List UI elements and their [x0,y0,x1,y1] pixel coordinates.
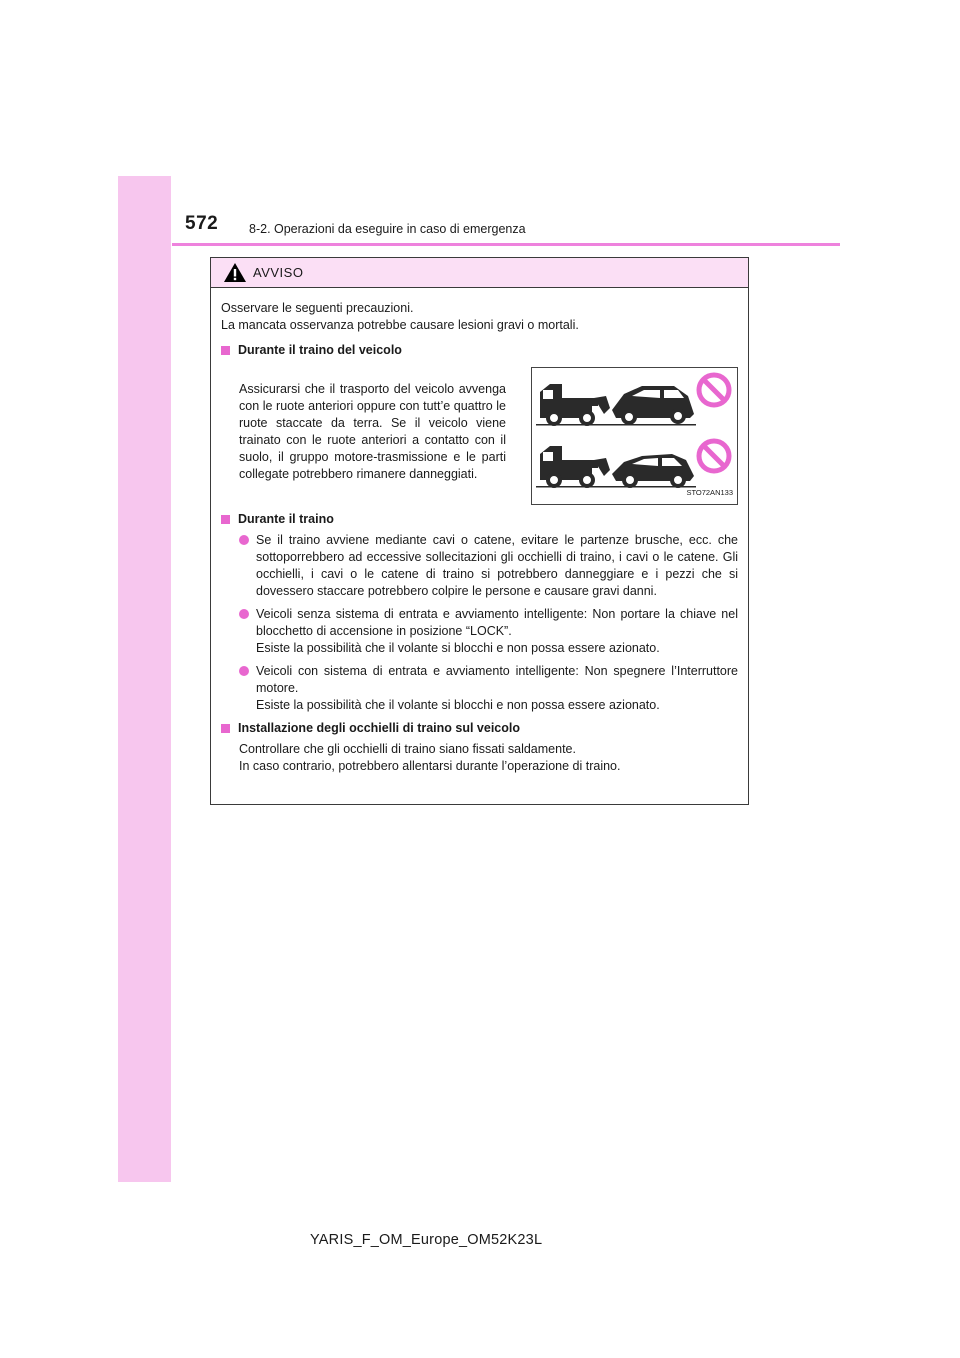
list-item-note: Esiste la possibilità che il volante si blocchi e non possa essere azionato. [256,698,660,712]
section-heading-text: Durante il traino del veicolo [238,343,402,357]
section-heading-traino-veicolo [221,342,738,359]
warning-header [211,258,748,288]
list-item [221,532,738,600]
towed-car-top [612,386,694,423]
occhielli-paragraph [221,741,738,775]
header-rule [172,243,840,246]
section-heading-occhielli [221,720,738,737]
square-bullet-icon [221,515,230,524]
warning-box [210,257,749,805]
round-bullet-icon [239,666,249,676]
section-heading-traino [221,511,738,528]
square-bullet-icon [221,724,230,733]
list-item-text: Veicoli senza sistema di entrata e avviamento intelligente: Non portare la chiave nel blocchetto di accensione in posizione “LOCK”. [256,607,738,638]
towing-row [221,367,738,505]
section-heading-text: Installazione degli occhielli di traino sul veicolo [238,721,521,735]
list-item-note: Esiste la possibilità che il volante si blocchi e non possa essere azionato. [256,641,660,655]
footer-doc-code: YARIS_F_OM_Europe_OM52K23L [310,1232,543,1248]
paragraph-line: Controllare che gli occhielli di traino siano fissati saldamente. [239,742,576,756]
round-bullet-icon [239,535,249,545]
side-tab-band [118,176,171,1182]
prohibition-icon [699,441,729,471]
towing-illustration [531,367,738,505]
square-bullet-icon [221,346,230,355]
prohibition-icon [699,375,729,405]
paragraph-line: In caso contrario, potrebbero allentarsi durante l’operazione di traino. [239,759,621,773]
page-number: 572 [185,213,219,234]
towed-car-bottom [612,454,694,486]
warning-label: AVVISO [253,265,304,280]
towing-paragraph: Assicurarsi che il trasporto del veicolo avvenga con le ruote anteriori oppure con tutt’e quattro le ruote staccate da terra. Se il veicolo viene trainato con le ruote anteriori a contatto con il suolo, il gruppo motore-trasmissione e le parti collegate potrebbero rimanere danneggiati. [239,382,506,481]
round-bullet-icon [239,609,249,619]
section-heading-text: Durante il traino [238,512,334,526]
figure-code: STO72AN133 [686,488,733,497]
warning-intro: Osservare le seguenti precauzioni. La mancata osservanza potrebbe causare lesioni gravi o mortali. [221,301,579,332]
warning-triangle-icon [223,262,247,283]
list-item [221,606,738,657]
list-item [221,663,738,714]
warning-body [211,288,748,804]
list-item-text: Veicoli con sistema di entrata e avviamento intelligente: Non spegnere l’Interruttore motore. [256,664,738,695]
section-title: 8-2. Operazioni da eseguire in caso di emergenza [249,222,526,236]
list-item-text: Se il traino avviene mediante cavi o catene, evitare le partenze brusche, ecc. che sottoporrebbero ad eccessive sollecitazioni gli occhielli di traino, i cavi o le catene. Gli occhielli, i cavi o le catene di traino si potrebbero danneggiare e i pezzi che si dovessero staccare potrebbero colpire le persone e causare gravi danni. [256,533,738,598]
